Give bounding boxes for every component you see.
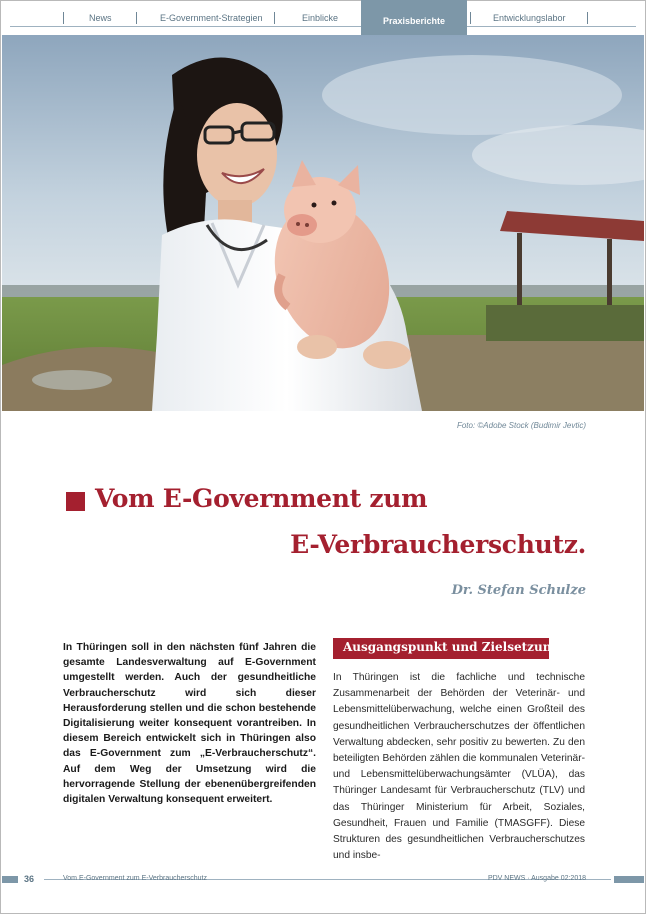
nav-rule <box>10 26 636 27</box>
nav-separator <box>136 12 137 24</box>
footer-bar-left <box>2 876 18 883</box>
section-navigation <box>0 0 646 35</box>
nav-separator <box>63 12 64 24</box>
nav-item-einblicke[interactable]: Einblicke <box>302 13 339 23</box>
article-intro: In Thüringen soll in den nächsten fünf Jahren die gesamte Landesverwaltung auf E-Government umgestellt werden. Auch der gesundheitliche Verbraucherschutz wird sich dieser Herausforderung stellen und die schon bestehende Digitalisierung weiter konsequent vorantreiben. In diesem Bereich entwickelt sich in Thüringen also das E-Government zum „E-Verbraucherschutz“. Auf dem Weg der Umsetzung wird die hervorragende Stellung der ebenenübergreifenden digitalen Verwaltung konsequent erweitert. <box>63 642 316 806</box>
article-title-line-1: Vom E-Government zum <box>95 484 428 513</box>
nav-item-news[interactable]: News <box>89 13 112 23</box>
title-marker-square <box>66 492 85 511</box>
article-author: Dr. Stefan Schulze <box>451 583 586 598</box>
footer-bar-right <box>614 876 644 883</box>
hero-photo <box>2 35 644 411</box>
nav-separator <box>470 12 471 24</box>
article-body: In Thüringen ist die fachliche und technische Zusammenarbeit der Behörden der Veterinär- und Lebensmittelüberwachung, welche einen Großteil des gesundheitlichen Verbraucherschutzes der öffentlichen Verwaltung abdecken, sehr positiv zu bewerten. Zu den beteiligten Behörden zählen die kommunalen Veterinär- und Lebensmittelüberwachungsämter (VLÜA), das Thüringer Landesamt für Verbraucherschutz (TLV) und das Thüringer Ministerium für Arbeit, Soziales, Gesundheit, Frauen und Familie (TMASGFF). Diese Strukturen des gesundheitlichen Verbraucherschutzes und insbe- <box>333 672 585 862</box>
nav-separator <box>274 12 275 24</box>
section-heading: Ausgangspunkt und Zielsetzung <box>343 640 560 654</box>
section-heading-box <box>333 638 560 659</box>
nav-item-label: Praxisberichte <box>382 16 446 26</box>
article-title-line-2: E-Verbraucherschutz. <box>290 530 586 559</box>
photo-credit: Foto: ©Adobe Stock (Budimir Jevtic) <box>456 421 586 430</box>
footer-running-title: Vom E-Government zum E-Verbraucherschutz <box>63 875 207 882</box>
footer-issue: PDV NEWS · Ausgabe 02:2018 <box>487 875 586 882</box>
nav-item-praxisberichte[interactable] <box>361 0 467 35</box>
photo-illustration <box>2 35 644 411</box>
page-number: 36 <box>24 874 35 884</box>
nav-separator <box>587 12 588 24</box>
nav-item-entwicklungslabor[interactable]: Entwicklungslabor <box>493 13 566 23</box>
nav-item-e-government-strategien[interactable]: E-Government-Strategien <box>160 13 263 23</box>
